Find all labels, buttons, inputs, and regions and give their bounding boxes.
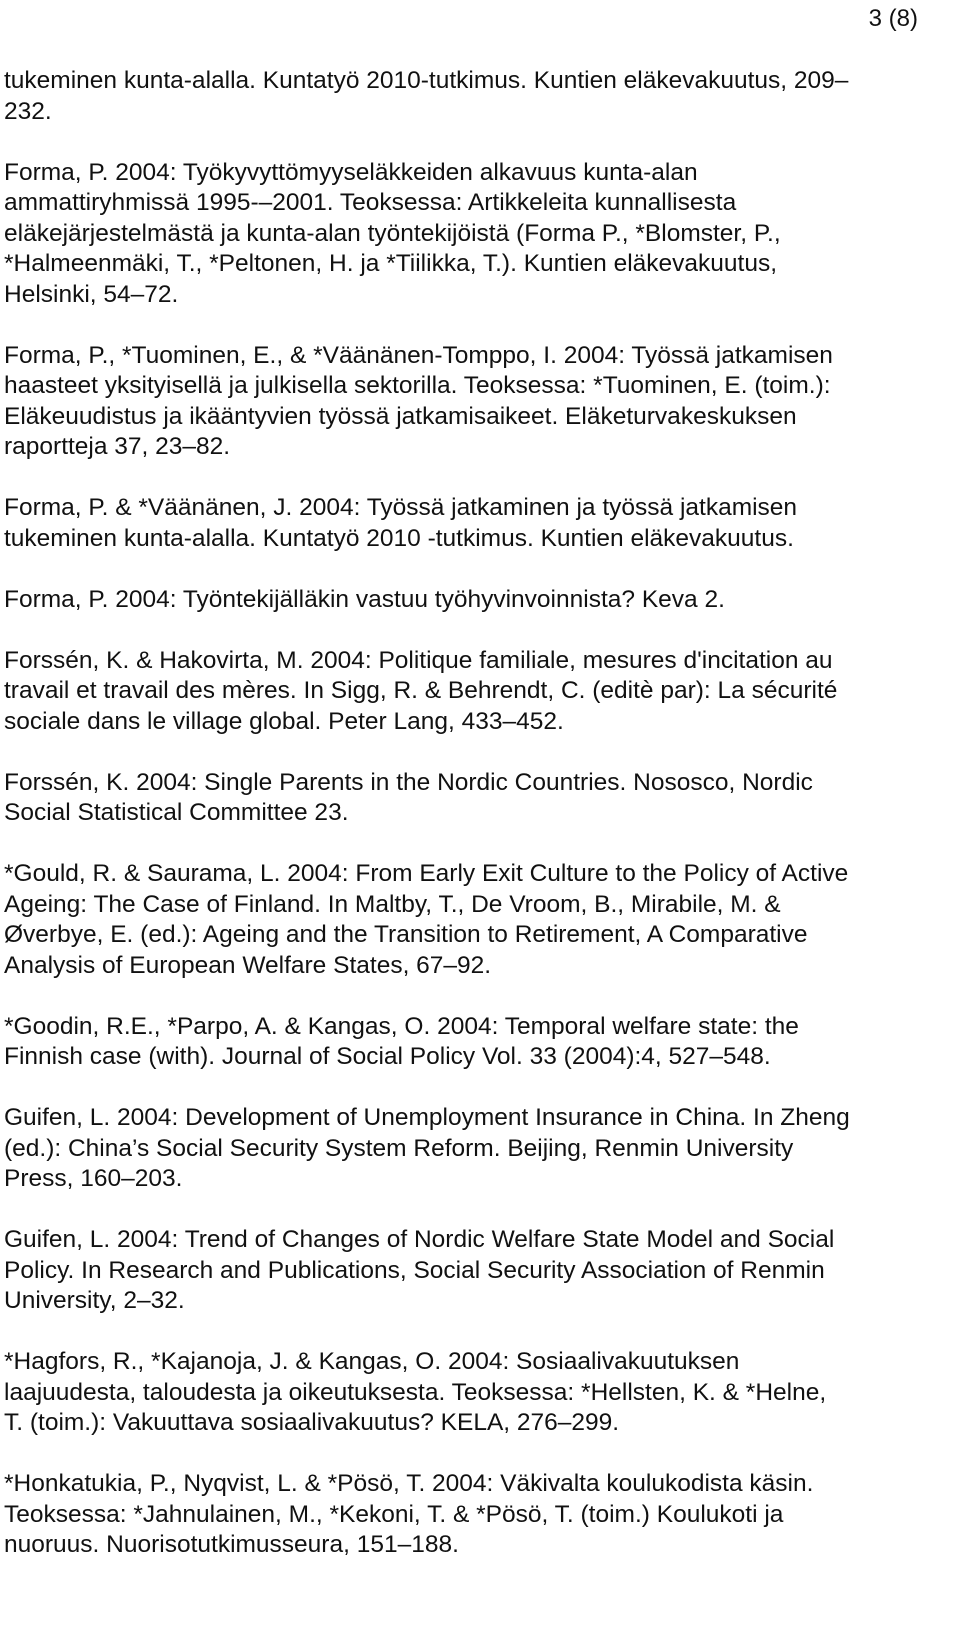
reference-line: tukeminen kunta-alalla. Kuntatyö 2010-tutkimus. Kuntien eläkevakuutus, 209– — [4, 67, 849, 94]
reference-list — [4, 66, 922, 1591]
reference-line: raportteja 37, 23–82. — [4, 433, 231, 460]
reference-line: 232. — [4, 97, 52, 125]
reference-entry — [4, 1012, 922, 1073]
reference-line: haasteet yksityisellä ja julkisella sektorilla. Teoksessa: *Tuominen, E. (toim.): — [4, 372, 831, 399]
reference-line: (ed.): China’s Social Security System Reform. Beijing, Renmin University — [4, 1134, 794, 1162]
reference-line: eläkejärjestelmästä ja kunta-alan työntekijöistä (Forma P., *Blomster, P., — [4, 219, 781, 247]
reference-line: Forma, P. & *Väänänen, J. 2004: Työssä jatkaminen ja työssä jatkamisen — [4, 494, 798, 521]
reference-entry — [4, 646, 922, 738]
reference-line: travail et travail des mères. In Sigg, R. & Behrendt, C. (editè par): La sécurité — [4, 677, 838, 704]
reference-line: Eläkeuudistus ja ikääntyvien työssä jatkamisaikeet. Eläketurvakeskuksen — [4, 402, 797, 430]
reference-line: Guifen, L. 2004: Trend of Changes of Nordic Welfare State Model and Social — [4, 1226, 835, 1253]
reference-entry — [4, 493, 922, 554]
reference-line: laajuudesta, taloudesta ja oikeutuksesta. Teoksessa: *Hellsten, K. & *Helne, — [4, 1378, 827, 1406]
reference-line: Forssén, K. & Hakovirta, M. 2004: Politique familiale, mesures d'incitation au — [4, 646, 833, 674]
reference-line: *Gould, R. & Saurama, L. 2004: From Early Exit Culture to the Policy of Active — [4, 860, 849, 887]
reference-line: *Hagfors, R., *Kajanoja, J. & Kangas, O. 2004: Sosiaalivakuutuksen — [4, 1348, 740, 1375]
reference-entry — [4, 1103, 922, 1195]
reference-line: *Honkatukia, P., Nyqvist, L. & *Pösö, T. 2004: Väkivalta koulukodista käsin. — [4, 1470, 814, 1497]
reference-line: ammattiryhmissä 1995-–2001. Teoksessa: Artikkeleita kunnallisesta — [4, 189, 737, 216]
reference-line: Forssén, K. 2004: Single Parents in the Nordic Countries. Nososco, Nordic — [4, 768, 813, 796]
reference-entry — [4, 341, 922, 463]
reference-line: Helsinki, 54–72. — [4, 280, 179, 308]
page-number: 3 (8) — [868, 5, 918, 32]
reference-line: Analysis of European Welfare States, 67–92. — [4, 951, 492, 979]
reference-line: Teoksessa: *Jahnulainen, M., *Kekoni, T. & *Pösö, T. (toim.) Koulukoti ja — [4, 1500, 784, 1528]
reference-line: sociale dans le village global. Peter Lang, 433–452. — [4, 707, 564, 735]
reference-line: Guifen, L. 2004: Development of Unemployment Insurance in China. In Zheng — [4, 1104, 850, 1131]
reference-line: Forma, P. 2004: Työntekijälläkin vastuu työhyvinvoinnista? Keva 2. — [4, 585, 725, 613]
reference-entry — [4, 66, 922, 127]
reference-line: University, 2–32. — [4, 1287, 185, 1314]
reference-entry — [4, 1225, 922, 1317]
reference-entry — [4, 1469, 922, 1561]
reference-entry — [4, 585, 922, 616]
reference-line: tukeminen kunta-alalla. Kuntatyö 2010 -tutkimus. Kuntien eläkevakuutus. — [4, 524, 794, 552]
reference-line: *Halmeenmäki, T., *Peltonen, H. ja *Tiilikka, T.). Kuntien eläkevakuutus, — [4, 250, 778, 277]
reference-entry — [4, 859, 922, 981]
reference-line: T. (toim.): Vakuuttava sosiaalivakuutus? KELA, 276–299. — [4, 1409, 620, 1436]
reference-line: Policy. In Research and Publications, Social Security Association of Renmin — [4, 1256, 825, 1284]
reference-line: *Goodin, R.E., *Parpo, A. & Kangas, O. 2004: Temporal welfare state: the — [4, 1012, 799, 1040]
reference-line: Øverbye, E. (ed.): Ageing and the Transition to Retirement, A Comparative — [4, 921, 808, 948]
reference-line: Finnish case (with). Journal of Social Policy Vol. 33 (2004):4, 527–548. — [4, 1043, 771, 1070]
reference-line: nuoruus. Nuorisotutkimusseura, 151–188. — [4, 1531, 459, 1558]
reference-entry — [4, 768, 922, 829]
reference-entry — [4, 1347, 922, 1439]
reference-line: Press, 160–203. — [4, 1165, 183, 1192]
reference-line: Ageing: The Case of Finland. In Maltby, T., De Vroom, B., Mirabile, M. & — [4, 890, 781, 918]
reference-line: Forma, P. 2004: Työkyvyttömyyseläkkeiden alkavuus kunta-alan — [4, 158, 698, 186]
reference-line: Social Statistical Committee 23. — [4, 799, 349, 826]
reference-line: Forma, P., *Tuominen, E., & *Väänänen-Tomppo, I. 2004: Työssä jatkamisen — [4, 341, 833, 369]
reference-entry — [4, 158, 922, 311]
